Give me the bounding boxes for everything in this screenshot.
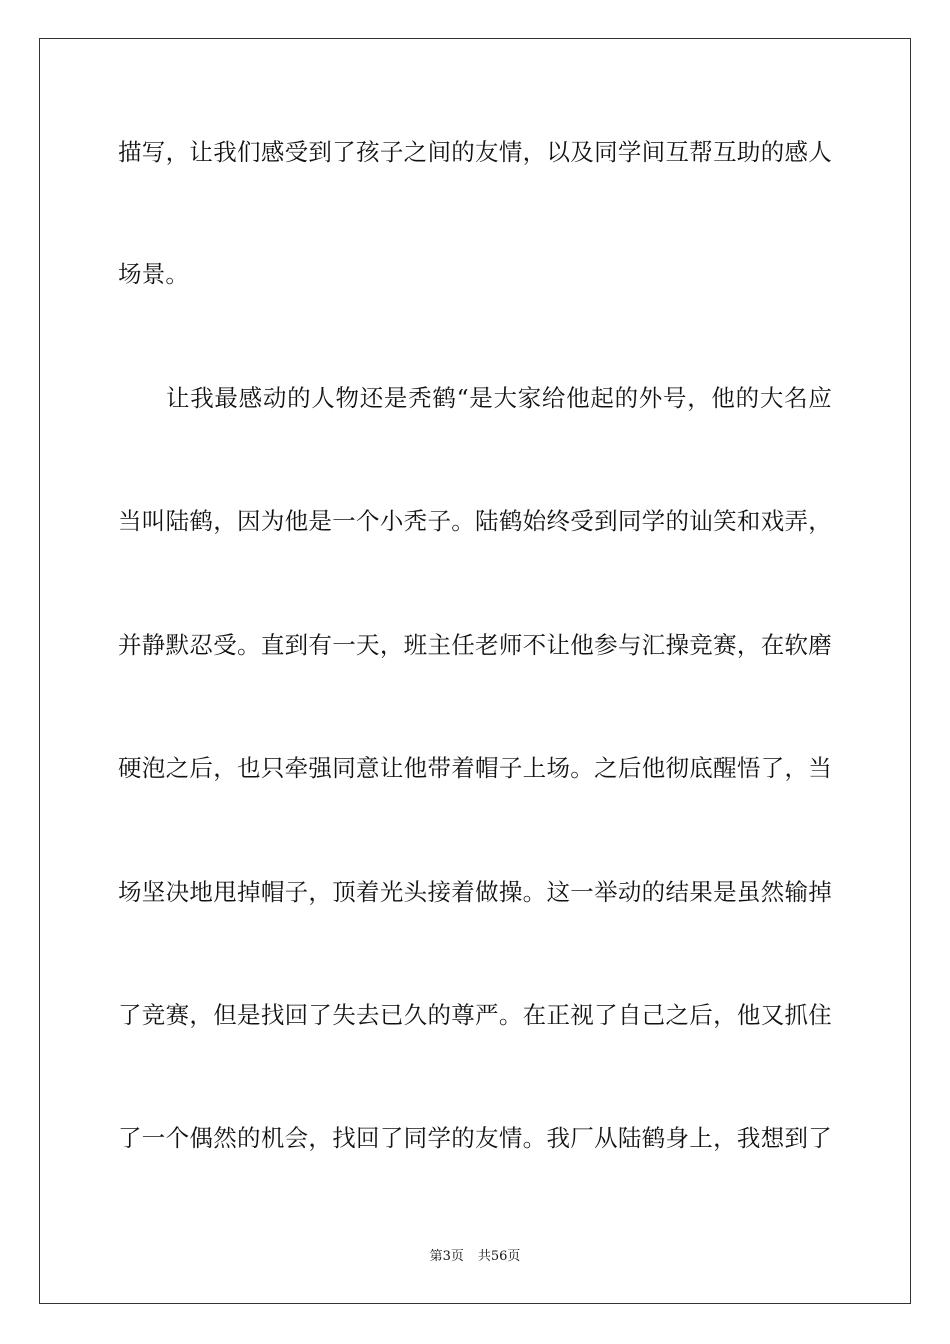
text-line: 场坚决地甩掉帽子，顶着光头接着做操。这一举动的结果是虽然输掉	[118, 878, 832, 906]
text-line: 硬泡之后，也只牵强同意让他带着帽子上场。之后他彻底醒悟了，当	[118, 754, 832, 782]
text-line: 描写，让我们感受到了孩子之间的友情，以及同学间互帮互助的感人	[118, 138, 832, 166]
text-line: 当叫陆鹤，因为他是一个小秃子。陆鹤始终受到同学的讪笑和戏弄，	[118, 507, 832, 535]
text-line: 并静默忍受。直到有一天，班主任老师不让他参与汇操竞赛，在软磨	[118, 631, 832, 659]
text-line: 了一个偶然的机会，找回了同学的友情。我厂从陆鹤身上，我想到了	[118, 1124, 832, 1152]
page-total: 共56页	[477, 1249, 521, 1264]
page-number: 第3页	[429, 1249, 464, 1264]
text-line: 了竞赛，但是找回了失去已久的尊严。在正视了自己之后，他又抓住	[118, 1001, 832, 1029]
page-border	[39, 38, 911, 1304]
text-line: 场景。	[118, 260, 190, 288]
page-footer	[0, 1248, 950, 1266]
paragraph-first-line: 让我最感动的人物还是秃鹤“是大家给他起的外号，他的大名应	[166, 384, 832, 412]
